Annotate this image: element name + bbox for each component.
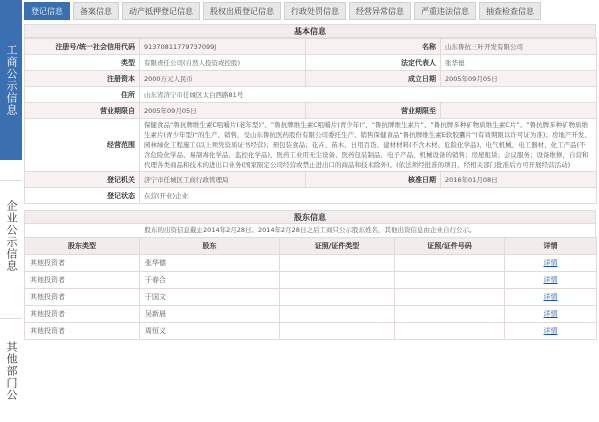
column-header: 证照/证件类型 xyxy=(280,238,395,255)
capital-value: 2000万元人民币 xyxy=(140,71,306,87)
approval-value: 2016年01月08日 xyxy=(441,172,597,188)
legal-rep-label: 法定代表人 xyxy=(306,55,441,71)
tab-choucha[interactable]: 抽查检查信息 xyxy=(479,2,541,20)
tab-guquan[interactable]: 股权出质登记信息 xyxy=(203,2,281,20)
detail-link[interactable]: 详情 xyxy=(543,293,558,301)
detail-link[interactable]: 详情 xyxy=(543,276,558,284)
shareholder-name: 吴新晨 xyxy=(140,306,280,323)
tab-xingzheng[interactable]: 行政处罚信息 xyxy=(284,2,346,20)
table-row xyxy=(25,39,597,55)
credit-code-label: 注册号/统一社会信用代码 xyxy=(25,39,140,55)
shareholder-name: 于国文 xyxy=(140,289,280,306)
table-row xyxy=(25,188,597,204)
address-value: 山东省济宁市任城区太白西路81号 xyxy=(140,87,597,103)
shareholder-id-type xyxy=(280,289,395,306)
shareholder-name: 周恒义 xyxy=(140,323,280,340)
left-sidebar xyxy=(0,0,22,422)
main-content xyxy=(24,24,596,340)
table-row xyxy=(25,55,597,71)
detail-link[interactable]: 详情 xyxy=(543,310,558,318)
tab-weifa[interactable]: 严重违法信息 xyxy=(414,2,476,20)
authority-value: 济宁市任城区工商行政管理局 xyxy=(140,172,306,188)
shareholder-table xyxy=(24,237,597,340)
company-name-value: 山东鲁抗三叶开发有限公司 xyxy=(441,39,597,55)
basic-info-title: 基本信息 xyxy=(24,24,596,38)
table-row xyxy=(25,289,597,306)
address-label: 住所 xyxy=(25,87,140,103)
shareholder-type: 其他投资者 xyxy=(25,323,140,340)
table-row xyxy=(25,87,597,103)
status-value: 在营(开业)企业 xyxy=(140,188,597,204)
term-from-label: 营业期限自 xyxy=(25,103,140,119)
shareholder-name: 于春合 xyxy=(140,272,280,289)
detail-cell xyxy=(505,306,597,323)
column-header: 股东 xyxy=(140,238,280,255)
authority-label: 登记机关 xyxy=(25,172,140,188)
column-header: 股东类型 xyxy=(25,238,140,255)
capital-label: 注册资本 xyxy=(25,71,140,87)
table-row xyxy=(25,103,597,119)
tab-beian[interactable]: 备案信息 xyxy=(73,2,119,20)
status-label: 登记状态 xyxy=(25,188,140,204)
tab-dengji[interactable]: 登记信息 xyxy=(24,2,70,20)
table-row xyxy=(25,272,597,289)
table-row xyxy=(25,172,597,188)
type-label: 类型 xyxy=(25,55,140,71)
table-row xyxy=(25,255,597,272)
term-to-value xyxy=(441,103,597,119)
approval-label: 核准日期 xyxy=(306,172,441,188)
column-header: 详情 xyxy=(505,238,597,255)
shareholder-id-no xyxy=(395,289,505,306)
basic-info-table xyxy=(24,38,597,204)
detail-link[interactable]: 详情 xyxy=(543,259,558,267)
table-row xyxy=(25,119,597,172)
sidebar-item-qita[interactable]: 其他部门公 xyxy=(0,318,22,422)
shareholder-id-no xyxy=(395,272,505,289)
shareholder-name: 张华德 xyxy=(140,255,280,272)
shareholder-id-type xyxy=(280,306,395,323)
term-to-label: 营业期限至 xyxy=(306,103,441,119)
shareholder-type: 其他投资者 xyxy=(25,289,140,306)
company-name-label: 名称 xyxy=(306,39,441,55)
shareholder-note: 股东的出资信息截止2014年2月28日。2014年2月28日之后工商只公示股东姓名，其他出资信息由企业自行公示。 xyxy=(24,224,596,237)
detail-cell xyxy=(505,323,597,340)
scope-label: 经营范围 xyxy=(25,119,140,172)
shareholder-id-no xyxy=(395,255,505,272)
type-value: 有限责任公司(自然人投资或控股) xyxy=(140,55,306,71)
tab-yichang[interactable]: 经营异常信息 xyxy=(349,2,411,20)
shareholder-id-type xyxy=(280,255,395,272)
detail-cell xyxy=(505,255,597,272)
legal-rep-value: 张华德 xyxy=(441,55,597,71)
scope-value: 保健食品“鲁抗牌维生素C咀嚼片(老年型)”、“鲁抗牌维生素C咀嚼片(青少年)”、“鲁抗牌维生素片”、“鲁抗牌多种矿物质维生素C片”、“鲁抗牌多种矿物质维生素片(青少年型)”的生产、销售，受山东鲁抗医药股份有限公司委托生产、销售保健食品“鲁抗牌维生素E软胶囊片”(有效期限以许可证为准)；房地产开发、园林绿化工程施工(以上须凭资质证书经营)；预包装食品；花卉、苗木、日用百货、建材材料(不含木材、危险化学品)、电气机械、电工器材、化工产品(不含危险化学品、易制毒化学品、监控化学品)、医药工业用无尘设备、医药包装制品、电子产品、机械设备的销售；房屋租赁；会议服务；设备维修，自营和代理各类商品和技术的进出口业务(国家限定公司经营或禁止进出口的商品和技术除外)。(依法须经批准的项目，经相关部门批准后方可开展经营活动) xyxy=(140,119,597,172)
sidebar-item-qiye[interactable]: 企业公示信息 xyxy=(0,180,22,290)
shareholder-id-type xyxy=(280,323,395,340)
table-header-row xyxy=(25,238,597,255)
credit-code-value: 91370811779737099J xyxy=(140,39,306,55)
term-from-value: 2005年09月05日 xyxy=(140,103,306,119)
tab-bar xyxy=(24,2,596,20)
detail-cell xyxy=(505,272,597,289)
shareholder-title: 股东信息 xyxy=(24,210,596,224)
table-row xyxy=(25,306,597,323)
shareholder-type: 其他投资者 xyxy=(25,255,140,272)
shareholder-id-no xyxy=(395,323,505,340)
table-row xyxy=(25,71,597,87)
sidebar-item-gongshang[interactable]: 工商公示信息 xyxy=(0,0,22,160)
shareholder-type: 其他投资者 xyxy=(25,272,140,289)
established-value: 2005年09月05日 xyxy=(441,71,597,87)
tab-dongchan[interactable]: 动产抵押登记信息 xyxy=(122,2,200,20)
shareholder-type: 其他投资者 xyxy=(25,306,140,323)
column-header: 证照/证件号码 xyxy=(395,238,505,255)
shareholder-id-no xyxy=(395,306,505,323)
table-row xyxy=(25,323,597,340)
established-label: 成立日期 xyxy=(306,71,441,87)
detail-link[interactable]: 详情 xyxy=(543,327,558,335)
detail-cell xyxy=(505,289,597,306)
shareholder-id-type xyxy=(280,272,395,289)
